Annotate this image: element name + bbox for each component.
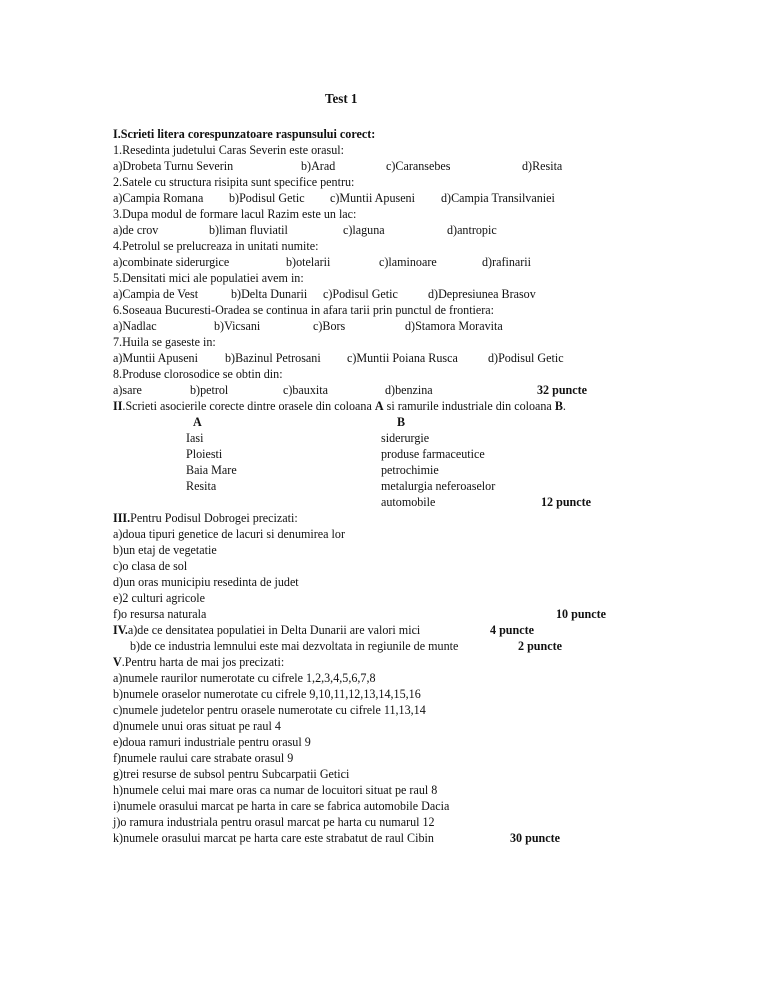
- section-5-item: f)numele raului care strabate orasul 9: [113, 750, 294, 765]
- column-a-item: Resita: [186, 478, 217, 493]
- question-3-option-a: a)de crov: [113, 222, 159, 237]
- question-8-option-b: b)petrol: [190, 382, 229, 397]
- question-7-option-d: d)Podisul Getic: [488, 350, 564, 365]
- section-3-item: d)un oras municipiu resedinta de judet: [113, 574, 299, 589]
- question-2-option-b: b)Podisul Getic: [229, 190, 305, 205]
- section-5-item: k)numele orasului marcat pe harta care este strabatut de raul Cibin: [113, 830, 434, 845]
- question-4-option-c: c)laminoare: [379, 254, 437, 269]
- section-4-item-a: [113, 622, 420, 637]
- column-b-item: produse farmaceutice: [381, 446, 485, 461]
- column-a-item: Ploiesti: [186, 446, 223, 461]
- question-5-option-c: c)Podisul Getic: [323, 286, 398, 301]
- section-4-number: IV.: [113, 622, 128, 637]
- page-title: Test 1: [325, 92, 358, 107]
- section-5-item: h)numele celui mai mare oras ca numar de locuitori situat pe raul 8: [113, 782, 438, 797]
- question-1-option-d: d)Resita: [522, 158, 563, 173]
- section-2-points: 12 puncte: [541, 494, 592, 509]
- section-5-item: c)numele judetelor pentru orasele numerotate cu cifrele 11,13,14: [113, 702, 426, 717]
- question-8-option-d: d)benzina: [385, 382, 433, 397]
- question-2-text: 2.Satele cu structura risipita sunt specifice pentru:: [113, 174, 355, 189]
- section-3-item: f)o resursa naturala: [113, 606, 207, 621]
- question-8-option-c: c)bauxita: [283, 382, 328, 397]
- section-3-item: b)un etaj de vegetatie: [113, 542, 217, 557]
- section-2-text-2: si ramurile industriale din coloana: [383, 398, 555, 413]
- question-6-option-b: b)Vicsani: [214, 318, 261, 333]
- question-8-text: 8.Produse clorosodice se obtin din:: [113, 366, 283, 381]
- question-4-option-b: b)otelarii: [286, 254, 331, 269]
- section-5-heading: [113, 654, 284, 669]
- section-3-item: c)o clasa de sol: [113, 558, 188, 573]
- section-4-question-b: b)de ce industria lemnului este mai dezvoltata in regiunile de munte: [130, 638, 459, 653]
- question-1-option-a: a)Drobeta Turnu Severin: [113, 158, 234, 173]
- question-7-option-c: c)Muntii Poiana Rusca: [347, 350, 458, 365]
- question-7-option-b: b)Bazinul Petrosani: [225, 350, 321, 365]
- section-5-item: b)numele oraselor numerotate cu cifrele 9,10,11,12,13,14,15,16: [113, 686, 421, 701]
- section-2-heading: [113, 398, 566, 413]
- section-3-item: a)doua tipuri genetice de lacuri si denumirea lor: [113, 526, 345, 541]
- section-1-points: 32 puncte: [537, 382, 588, 397]
- question-6-option-c: c)Bors: [313, 318, 346, 333]
- section-2-text-3: .: [562, 398, 566, 413]
- section-4-question-a: a)de ce densitatea populatiei in Delta Dunarii are valori mici: [127, 622, 421, 637]
- question-1-option-b: b)Arad: [301, 158, 336, 173]
- section-4-a-points: 4 puncte: [490, 622, 535, 637]
- question-6-text: 6.Soseaua Bucuresti-Oradea se continua in afara tarii prin punctul de frontiera:: [113, 302, 495, 317]
- section-5-number: V: [113, 654, 122, 669]
- section-3-title: Pentru Podisul Dobrogei precizati:: [130, 510, 298, 525]
- section-3-heading: [113, 510, 298, 525]
- question-5-option-a: a)Campia de Vest: [113, 286, 199, 301]
- question-4-option-d: d)rafinarii: [482, 254, 532, 269]
- section-5-item: j)o ramura industriala pentru orasul marcat pe harta cu numarul 12: [113, 814, 435, 829]
- section-5-item: g)trei resurse de subsol pentru Subcarpatii Getici: [113, 766, 350, 781]
- question-1-text: 1.Resedinta judetului Caras Severin este orasul:: [113, 142, 345, 157]
- section-2-col-a-ref: A: [374, 398, 384, 413]
- section-5-item: i)numele orasului marcat pe harta in care se fabrica automobile Dacia: [113, 798, 450, 813]
- question-7-option-a: a)Muntii Apuseni: [113, 350, 198, 365]
- question-6-option-d: d)Stamora Moravita: [405, 318, 503, 333]
- question-7-text: 7.Huila se gaseste in:: [113, 334, 216, 349]
- column-b-item: automobile: [381, 494, 436, 509]
- question-2-option-d: d)Campia Transilvaniei: [441, 190, 555, 205]
- question-3-text: 3.Dupa modul de formare lacul Razim este un lac:: [113, 206, 357, 221]
- column-a-item: Iasi: [186, 430, 204, 445]
- section-2-text-1: .Scrieti asocierile corecte dintre orasele din coloana: [122, 398, 375, 413]
- section-4-b-points: 2 puncte: [518, 638, 563, 653]
- question-6-option-a: a)Nadlac: [113, 318, 157, 333]
- column-b-item: metalurgia neferoaselor: [381, 478, 496, 493]
- question-4-text: 4.Petrolul se prelucreaza in unitati numite:: [113, 238, 319, 253]
- question-8-option-a: a)sare: [113, 382, 142, 397]
- section-2-col-b-ref: B: [554, 398, 563, 413]
- question-3-option-d: d)antropic: [447, 222, 497, 237]
- question-4-option-a: a)combinate siderurgice: [113, 254, 230, 269]
- question-5-text: 5.Densitati mici ale populatiei avem in:: [113, 270, 304, 285]
- column-b-item: petrochimie: [381, 462, 439, 477]
- section-5-title: .Pentru harta de mai jos precizati:: [121, 654, 285, 669]
- section-5-item: a)numele raurilor numerotate cu cifrele 1,2,3,4,5,6,7,8: [113, 670, 376, 685]
- section-3-points: 10 puncte: [556, 606, 607, 621]
- column-a-heading: A: [193, 414, 202, 429]
- question-5-option-d: d)Depresiunea Brasov: [428, 286, 536, 301]
- section-5-item: d)numele unui oras situat pe raul 4: [113, 718, 281, 733]
- column-b-heading: B: [397, 414, 406, 429]
- section-2-number: II: [113, 398, 123, 413]
- section-5-item: e)doua ramuri industriale pentru orasul 9: [113, 734, 311, 749]
- section-3-number: III.: [113, 510, 131, 525]
- question-3-option-b: b)liman fluviatil: [209, 222, 288, 237]
- column-a-item: Baia Mare: [186, 462, 237, 477]
- question-2-option-c: c)Muntii Apuseni: [330, 190, 415, 205]
- question-1-option-c: c)Caransebes: [386, 158, 451, 173]
- question-2-option-a: a)Campia Romana: [113, 190, 204, 205]
- column-b-item: siderurgie: [381, 430, 430, 445]
- section-1-heading: I.Scrieti litera corespunzatoare raspunsului corect:: [113, 126, 376, 141]
- question-3-option-c: c)laguna: [343, 222, 385, 237]
- section-3-item: e)2 culturi agricole: [113, 590, 205, 605]
- question-5-option-b: b)Delta Dunarii: [231, 286, 308, 301]
- section-5-points: 30 puncte: [510, 830, 561, 845]
